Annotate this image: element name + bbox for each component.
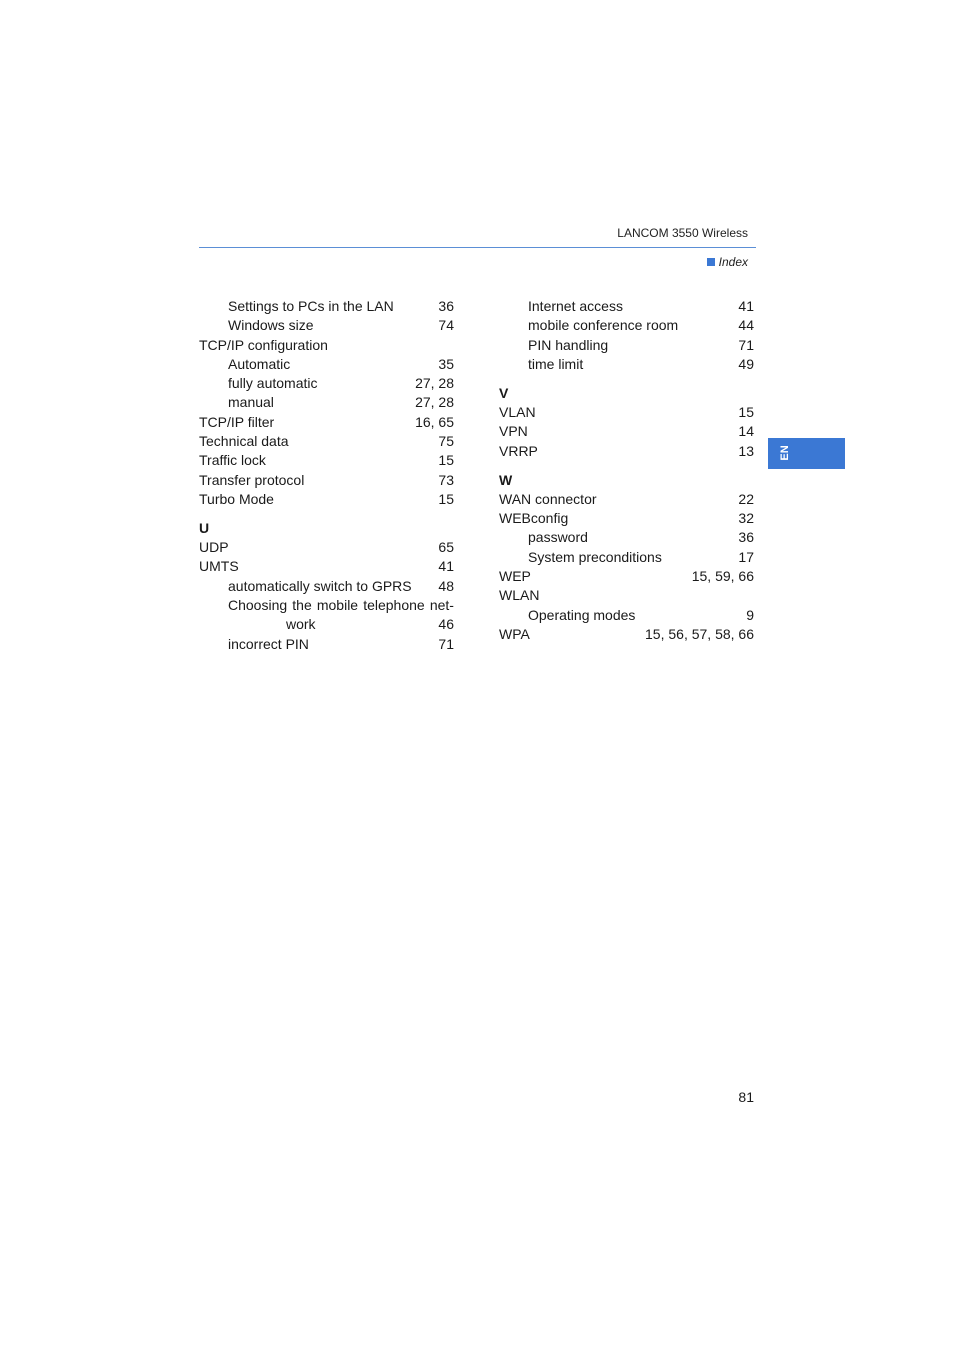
- index-pages: 14: [738, 423, 754, 440]
- index-pages: 74: [438, 317, 454, 334]
- index-term: Windows size: [228, 317, 314, 334]
- index-pages: 32: [738, 510, 754, 527]
- index-term: VRRP: [499, 442, 538, 459]
- index-term: VPN: [499, 423, 528, 440]
- index-entry: [199, 557, 454, 576]
- index-term-word: telephone: [363, 597, 425, 614]
- index-term: Automatic: [228, 355, 291, 372]
- index-term: WEBconfig: [499, 510, 569, 527]
- index-entry: [199, 297, 454, 316]
- index-entry: [199, 471, 454, 490]
- index-term: PIN handling: [528, 336, 609, 353]
- page-number: 81: [738, 1089, 754, 1105]
- index-column-left: [199, 297, 454, 654]
- index-term: WEP: [499, 568, 531, 585]
- index-term-word: mobile: [316, 597, 359, 614]
- section-label-text: Index: [718, 255, 748, 269]
- index-term-word: the: [292, 597, 312, 614]
- index-term: time limit: [528, 355, 584, 372]
- index-entry: [499, 297, 754, 316]
- index-pages: 65: [438, 539, 454, 556]
- index-entry: [199, 393, 454, 412]
- index-term-line: [228, 596, 454, 615]
- index-entry: [499, 567, 754, 586]
- square-bullet-icon: [707, 258, 715, 266]
- index-term: UDP: [199, 539, 229, 556]
- index-entry: [499, 586, 754, 605]
- index-letter-heading: W: [499, 471, 513, 488]
- index-pages: 35: [438, 355, 454, 372]
- index-entry: [199, 432, 454, 451]
- index-pages: 15: [438, 490, 454, 507]
- index-entry: [199, 577, 454, 596]
- index-pages: 22: [738, 490, 754, 507]
- language-tab: [768, 438, 845, 469]
- index-entry: [499, 528, 754, 547]
- index-pages: 15, 56, 57, 58, 66: [645, 625, 754, 642]
- index-term: fully automatic: [228, 375, 318, 392]
- index-pages: 46: [438, 616, 454, 633]
- index-entry: [499, 548, 754, 567]
- index-pages: 27, 28: [415, 375, 454, 392]
- index-entry: [499, 625, 754, 644]
- index-entry: [499, 509, 754, 528]
- index-letter-heading: U: [199, 519, 210, 536]
- index-pages: 48: [438, 577, 454, 594]
- index-term-word: Choosing: [228, 597, 288, 614]
- index-entry: [499, 355, 754, 374]
- index-term: mobile conference room: [528, 317, 679, 334]
- index-entry: [499, 422, 754, 441]
- index-term: Technical data: [199, 433, 289, 450]
- index-entry: [499, 490, 754, 509]
- index-term: incorrect PIN: [228, 635, 309, 652]
- index-term: automatically switch to GPRS: [228, 577, 412, 594]
- index-term: Operating modes: [528, 606, 636, 623]
- index-pages: 73: [438, 471, 454, 488]
- index-entry: [199, 451, 454, 470]
- index-entry: [199, 635, 454, 654]
- index-pages: 16, 65: [415, 413, 454, 430]
- index-pages: 36: [738, 529, 754, 546]
- index-entry: [499, 442, 754, 461]
- index-entry: [199, 538, 454, 557]
- language-tab-label: EN: [779, 445, 791, 461]
- index-term: WAN connector: [499, 490, 597, 507]
- index-pages: 49: [738, 355, 754, 372]
- index-entry-wrapped: [199, 596, 454, 635]
- index-entry: [499, 336, 754, 355]
- index-term: UMTS: [199, 558, 239, 575]
- index-term-word: work: [286, 616, 316, 633]
- index-term-word: net-: [429, 597, 454, 614]
- running-header-section: [600, 255, 748, 269]
- index-pages: 13: [738, 442, 754, 459]
- index-entry: [499, 403, 754, 422]
- index-pages: 71: [438, 635, 454, 652]
- index-pages: 36: [438, 298, 454, 314]
- header-rule: [199, 247, 756, 248]
- index-pages: 9: [746, 606, 754, 623]
- index-term: TCP/IP configuration: [199, 336, 328, 353]
- index-term: Internet access: [528, 298, 623, 314]
- index-term: TCP/IP filter: [199, 413, 275, 430]
- index-pages: 27, 28: [415, 394, 454, 411]
- index-term-line: [228, 615, 454, 634]
- running-header-title: LANCOM 3550 Wireless: [617, 226, 748, 240]
- index-term: Settings to PCs in the LAN: [228, 298, 394, 314]
- index-pages: 41: [438, 558, 454, 575]
- index-entry: [499, 316, 754, 335]
- index-entry: [499, 606, 754, 625]
- index-term: WPA: [499, 625, 530, 642]
- index-pages: 75: [438, 433, 454, 450]
- index-entry: [199, 490, 454, 509]
- index-term: VLAN: [499, 404, 536, 421]
- index-pages: 41: [738, 298, 754, 314]
- index-term: manual: [228, 394, 274, 411]
- index-term: password: [528, 529, 588, 546]
- index-entry: [199, 336, 454, 355]
- index-term: System preconditions: [528, 548, 662, 565]
- index-entry: [199, 316, 454, 335]
- index-pages: 15: [438, 452, 454, 469]
- index-letter-heading: V: [499, 384, 509, 401]
- index-pages: 71: [738, 336, 754, 353]
- index-entry: [199, 413, 454, 432]
- index-entry: [199, 374, 454, 393]
- index-pages: 17: [738, 548, 754, 565]
- index-term: Traffic lock: [199, 452, 266, 469]
- index-pages: 15, 59, 66: [691, 568, 754, 585]
- index-term: WLAN: [499, 587, 540, 604]
- index-pages: 44: [738, 317, 754, 334]
- index-term: Turbo Mode: [199, 490, 274, 507]
- index-pages: 15: [738, 404, 754, 421]
- index-column-right: [499, 297, 754, 644]
- index-term: Transfer protocol: [199, 471, 305, 488]
- index-entry: [199, 355, 454, 374]
